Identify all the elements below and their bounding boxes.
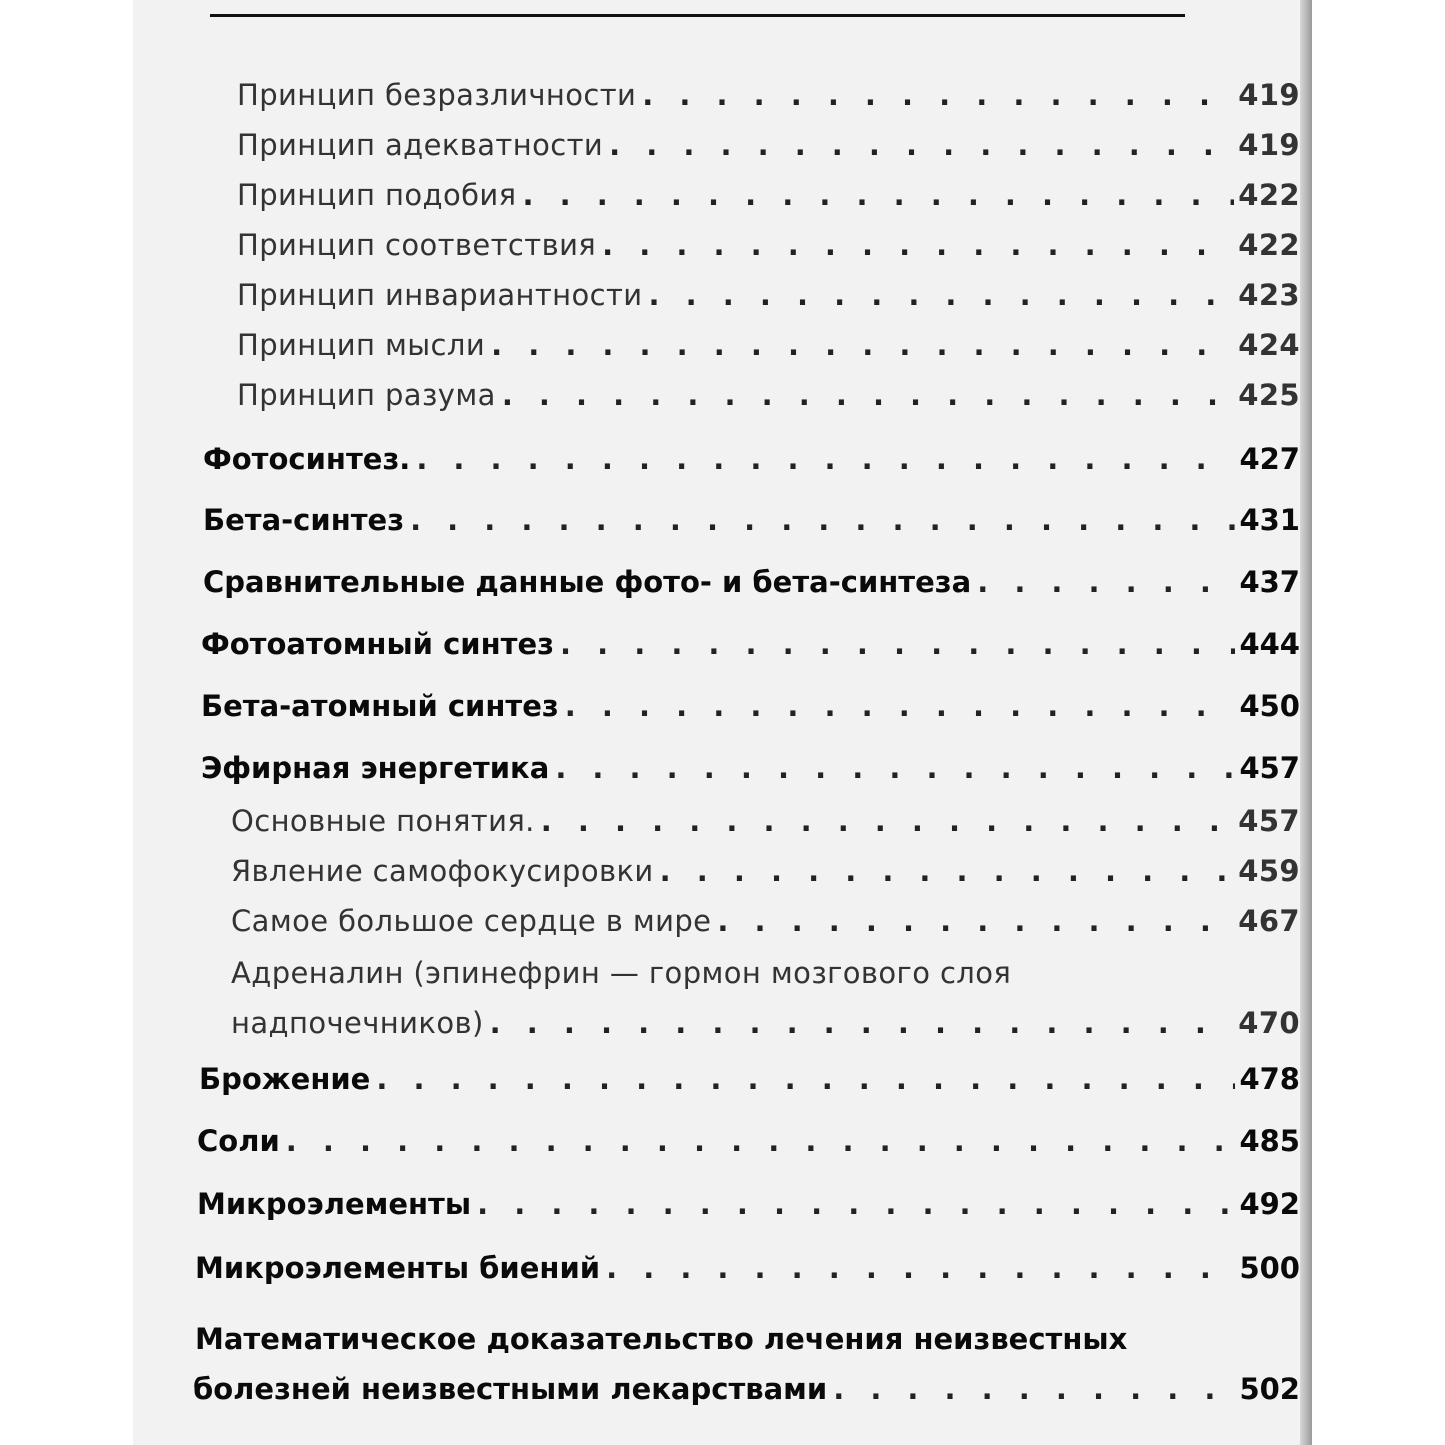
toc-entry — [237, 128, 1300, 162]
toc-label: Принцип мысли — [237, 328, 486, 362]
toc-leader — [649, 278, 1235, 312]
toc-page-number: 502 — [1239, 1372, 1300, 1406]
page-edge-shadow — [1300, 0, 1312, 1445]
toc-entry — [237, 178, 1300, 212]
toc-page-number: 422 — [1238, 228, 1300, 262]
toc-page-number: 467 — [1238, 904, 1300, 938]
top-rule — [210, 14, 1185, 17]
toc-label: Микроэлементы биений — [195, 1251, 601, 1285]
toc-leader — [502, 378, 1234, 412]
toc-entry — [231, 854, 1300, 888]
toc-leader — [606, 1251, 1235, 1285]
toc-entry — [203, 503, 1300, 537]
toc-page-number: 431 — [1239, 503, 1300, 537]
toc-label: Основные понятия. — [231, 804, 535, 838]
toc-label: Бета-атомный синтез — [201, 689, 559, 723]
toc-entry — [197, 1124, 1300, 1158]
toc-leader — [977, 565, 1235, 599]
toc-leader — [565, 689, 1236, 723]
toc-leader — [609, 128, 1234, 162]
toc-entry — [203, 442, 1300, 476]
toc-entry — [199, 1062, 1300, 1096]
toc-label: Соли — [197, 1124, 280, 1158]
toc-leader — [833, 1372, 1235, 1406]
toc-leader — [286, 1124, 1236, 1158]
toc-page-number: 424 — [1238, 328, 1300, 362]
toc-leader — [560, 627, 1235, 661]
toc-label: Микроэлементы — [197, 1187, 472, 1221]
toc-entry — [237, 278, 1300, 312]
toc-page-number: 500 — [1239, 1251, 1300, 1285]
toc-label: Явление самофокусировки — [231, 854, 654, 888]
toc-leader — [491, 328, 1234, 362]
toc-page-number: 478 — [1239, 1062, 1300, 1096]
toc-leader — [555, 751, 1235, 785]
toc-page-number: 425 — [1238, 378, 1300, 412]
toc-leader — [660, 854, 1235, 888]
toc-leader — [522, 178, 1234, 212]
toc-label: Самое большое сердце в мире — [231, 904, 712, 938]
toc-leader — [490, 1006, 1235, 1040]
toc-page-number: 444 — [1239, 627, 1300, 661]
toc-page-number: 492 — [1239, 1187, 1300, 1221]
toc-page-number: 459 — [1238, 854, 1300, 888]
toc-label: Фотоатомный синтез — [201, 627, 554, 661]
toc-entry — [201, 689, 1300, 723]
toc-label: Фотосинтез. — [203, 442, 411, 476]
toc-label: Принцип разума — [237, 378, 496, 412]
toc-leader — [376, 1062, 1235, 1096]
toc-page-number: 485 — [1239, 1124, 1300, 1158]
toc-entry — [195, 1251, 1300, 1285]
toc-label: Принцип адекватности — [237, 128, 604, 162]
toc-page-number: 423 — [1238, 278, 1300, 312]
toc-page-number: 457 — [1239, 751, 1300, 785]
toc-entry — [197, 1187, 1300, 1221]
toc-page-number: 419 — [1238, 78, 1300, 112]
toc-entry — [231, 904, 1300, 938]
toc-label: надпочечников) — [231, 1006, 484, 1040]
toc-page-number: 450 — [1239, 689, 1300, 723]
toc-leader — [416, 442, 1235, 476]
toc-label-line1: Математическое доказательство лечения неизвестных — [195, 1322, 1128, 1356]
toc-leader — [477, 1187, 1235, 1221]
toc-entry — [237, 328, 1300, 362]
toc-entry — [201, 751, 1300, 785]
toc-page-number: 422 — [1238, 178, 1300, 212]
toc-page-number: 437 — [1239, 565, 1300, 599]
toc-leader — [642, 78, 1234, 112]
toc-page-number: 457 — [1238, 804, 1300, 838]
toc-leader — [602, 228, 1234, 262]
toc-label: Принцип подобия — [237, 178, 517, 212]
toc-leader — [717, 904, 1234, 938]
toc-entry — [237, 78, 1300, 112]
toc-label: Эфирная энергетика — [201, 751, 550, 785]
toc-entry — [231, 804, 1300, 838]
toc-page-number: 419 — [1238, 128, 1300, 162]
toc-entry — [201, 627, 1300, 661]
toc-label: Принцип соответствия — [237, 228, 597, 262]
toc-leader — [410, 503, 1235, 537]
toc-entry — [237, 228, 1300, 262]
toc-label: Сравнительные данные фото- и бета-синтеза — [203, 565, 972, 599]
toc-label: Принцип инвариантности — [237, 278, 643, 312]
toc-leader — [541, 804, 1234, 838]
toc-label: болезней неизвестными лекарствами — [193, 1372, 828, 1406]
toc-label-line1: Адреналин (эпинефрин — гормон мозгового слоя — [231, 956, 1012, 990]
toc-entry — [231, 1006, 1300, 1040]
toc-page-number: 470 — [1238, 1006, 1300, 1040]
toc-page-number: 427 — [1239, 442, 1300, 476]
toc-label: Брожение — [199, 1062, 371, 1096]
toc-entry — [203, 565, 1300, 599]
toc-entry — [193, 1372, 1300, 1406]
toc-label: Принцип безразличности — [237, 78, 637, 112]
toc-entry — [237, 378, 1300, 412]
toc-label: Бета-синтез — [203, 503, 405, 537]
